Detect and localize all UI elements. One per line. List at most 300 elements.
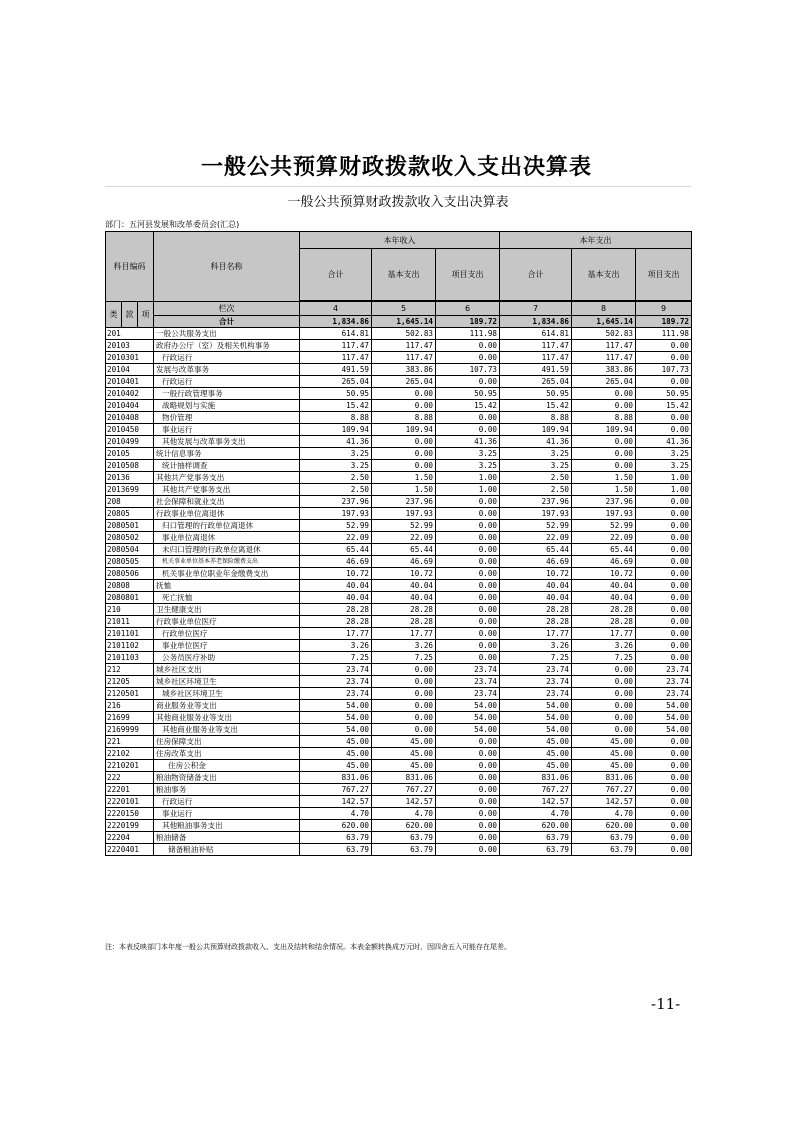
amount-cell: 117.47 — [500, 352, 572, 364]
amount-cell: 22.09 — [572, 532, 636, 544]
amount-cell: 54.00 — [636, 700, 692, 712]
amount-cell: 8.88 — [500, 412, 572, 424]
amount-cell: 45.00 — [300, 748, 372, 760]
amount-cell: 0.00 — [636, 532, 692, 544]
amount-cell: 0.00 — [636, 580, 692, 592]
table-row — [106, 496, 692, 508]
amount-cell: 0.00 — [636, 568, 692, 580]
subject-code: 2220150 — [106, 808, 154, 820]
amount-cell: 45.00 — [372, 736, 436, 748]
amount-cell: 17.77 — [500, 628, 572, 640]
subject-name: 其他粮油事务支出 — [154, 820, 300, 832]
amount-cell: 3.26 — [572, 640, 636, 652]
subject-code: 2120501 — [106, 688, 154, 700]
column-number: 7 — [500, 302, 572, 316]
amount-cell: 28.28 — [372, 604, 436, 616]
subject-name: 事业运行 — [154, 808, 300, 820]
amount-cell: 0.00 — [372, 712, 436, 724]
table-row — [106, 532, 692, 544]
table-row — [106, 712, 692, 724]
table-row — [106, 364, 692, 376]
subject-code: 208 — [106, 496, 154, 508]
amount-cell: 41.36 — [436, 436, 500, 448]
amount-cell: 0.00 — [636, 832, 692, 844]
subject-code: 2080504 — [106, 544, 154, 556]
table-row — [106, 352, 692, 364]
budget-table — [105, 231, 692, 856]
subject-code: 222 — [106, 772, 154, 784]
amount-cell: 45.00 — [372, 748, 436, 760]
subject-code: 22201 — [106, 784, 154, 796]
subject-code: 201 — [106, 328, 154, 340]
amount-cell: 109.94 — [372, 424, 436, 436]
amount-cell: 2.50 — [500, 472, 572, 484]
subject-name: 统计抽样调查 — [154, 460, 300, 472]
amount-cell: 46.69 — [572, 556, 636, 568]
total-label: 合计 — [154, 316, 300, 328]
amount-cell: 3.25 — [300, 448, 372, 460]
amount-cell: 502.83 — [572, 328, 636, 340]
income-basic-header: 基本支出 — [372, 249, 436, 301]
amount-cell: 0.00 — [436, 544, 500, 556]
amount-cell: 3.25 — [500, 460, 572, 472]
amount-cell: 0.00 — [636, 508, 692, 520]
table-row — [106, 520, 692, 532]
amount-cell: 15.42 — [500, 400, 572, 412]
amount-cell: 7.25 — [372, 652, 436, 664]
table-row — [106, 844, 692, 856]
subject-code: 2080801 — [106, 592, 154, 604]
amount-cell: 0.00 — [636, 820, 692, 832]
table-row — [106, 808, 692, 820]
amount-cell: 0.00 — [436, 352, 500, 364]
table-row — [106, 568, 692, 580]
table-row — [106, 424, 692, 436]
amount-cell: 831.06 — [500, 772, 572, 784]
amount-cell: 2.50 — [500, 484, 572, 496]
amount-cell: 3.26 — [500, 640, 572, 652]
amount-cell: 23.74 — [500, 664, 572, 676]
amount-cell: 22.09 — [372, 532, 436, 544]
expense-basic-header: 基本支出 — [572, 249, 636, 301]
name-header: 科目名称 — [154, 232, 300, 302]
amount-cell: 0.00 — [436, 808, 500, 820]
amount-cell: 54.00 — [500, 700, 572, 712]
amount-cell: 40.04 — [572, 580, 636, 592]
amount-cell: 197.93 — [372, 508, 436, 520]
total-value: 1,645.14 — [372, 316, 436, 328]
amount-cell: 0.00 — [372, 676, 436, 688]
total-value: 1,834.86 — [300, 316, 372, 328]
table-row — [106, 616, 692, 628]
amount-cell: 0.00 — [372, 460, 436, 472]
amount-cell: 0.00 — [436, 784, 500, 796]
subject-name: 机关事业单位职业年金缴费支出 — [154, 568, 300, 580]
table-row — [106, 376, 692, 388]
amount-cell: 45.00 — [572, 736, 636, 748]
amount-cell: 0.00 — [372, 436, 436, 448]
subject-code: 21011 — [106, 616, 154, 628]
amount-cell: 63.79 — [300, 832, 372, 844]
amount-cell: 52.99 — [300, 520, 372, 532]
amount-cell: 40.04 — [372, 592, 436, 604]
table-row — [106, 772, 692, 784]
amount-cell: 40.04 — [500, 592, 572, 604]
subject-code: 2080502 — [106, 532, 154, 544]
amount-cell: 0.00 — [636, 640, 692, 652]
amount-cell: 767.27 — [372, 784, 436, 796]
amount-cell: 0.00 — [636, 628, 692, 640]
amount-cell: 0.00 — [636, 796, 692, 808]
amount-cell: 23.74 — [500, 676, 572, 688]
amount-cell: 40.04 — [300, 592, 372, 604]
amount-cell: 4.70 — [500, 808, 572, 820]
subject-code: 2101101 — [106, 628, 154, 640]
amount-cell: 0.00 — [636, 760, 692, 772]
amount-cell: 3.26 — [300, 640, 372, 652]
amount-cell: 15.42 — [436, 400, 500, 412]
subject-name: 事业单位离退休 — [154, 532, 300, 544]
amount-cell: 0.00 — [436, 736, 500, 748]
amount-cell: 0.00 — [436, 628, 500, 640]
amount-cell: 23.74 — [500, 688, 572, 700]
amount-cell: 23.74 — [436, 676, 500, 688]
amount-cell: 65.44 — [500, 544, 572, 556]
amount-cell: 45.00 — [572, 760, 636, 772]
subject-code: 210 — [106, 604, 154, 616]
amount-cell: 8.88 — [372, 412, 436, 424]
amount-cell: 7.25 — [300, 652, 372, 664]
amount-cell: 197.93 — [572, 508, 636, 520]
amount-cell: 767.27 — [300, 784, 372, 796]
amount-cell: 23.74 — [636, 664, 692, 676]
amount-cell: 63.79 — [500, 844, 572, 856]
subject-name: 城乡社区环境卫生 — [154, 676, 300, 688]
income-project-header: 项目支出 — [436, 249, 500, 301]
subject-name: 住房改革支出 — [154, 748, 300, 760]
subject-code: 2220101 — [106, 796, 154, 808]
amount-cell: 54.00 — [636, 712, 692, 724]
subject-code: 2010402 — [106, 388, 154, 400]
amount-cell: 28.28 — [572, 604, 636, 616]
table-row — [106, 460, 692, 472]
amount-cell: 0.00 — [436, 520, 500, 532]
amount-cell: 10.72 — [572, 568, 636, 580]
column-index-label: 栏次 — [154, 302, 300, 316]
table-row — [106, 736, 692, 748]
amount-cell: 237.96 — [300, 496, 372, 508]
amount-cell: 265.04 — [572, 376, 636, 388]
amount-cell: 620.00 — [572, 820, 636, 832]
amount-cell: 0.00 — [436, 532, 500, 544]
amount-cell: 54.00 — [436, 712, 500, 724]
subject-code: 2010508 — [106, 460, 154, 472]
amount-cell: 142.57 — [372, 796, 436, 808]
amount-cell: 0.00 — [436, 340, 500, 352]
amount-cell: 41.36 — [300, 436, 372, 448]
amount-cell: 0.00 — [436, 376, 500, 388]
amount-cell: 23.74 — [300, 688, 372, 700]
amount-cell: 0.00 — [436, 760, 500, 772]
subject-name: 储备粮油补贴 — [154, 844, 300, 856]
amount-cell: 117.47 — [500, 340, 572, 352]
amount-cell: 17.77 — [300, 628, 372, 640]
subject-code: 20104 — [106, 364, 154, 376]
subject-name: 政府办公厅（室）及相关机构事务 — [154, 340, 300, 352]
amount-cell: 491.59 — [500, 364, 572, 376]
amount-cell: 4.70 — [372, 808, 436, 820]
subject-name: 未归口管理的行政单位离退休 — [154, 544, 300, 556]
amount-cell: 28.28 — [572, 616, 636, 628]
table-row — [106, 388, 692, 400]
subject-name: 住房保障支出 — [154, 736, 300, 748]
subject-name: 抚恤 — [154, 580, 300, 592]
amount-cell: 0.00 — [636, 772, 692, 784]
amount-cell: 54.00 — [636, 724, 692, 736]
amount-cell: 142.57 — [300, 796, 372, 808]
income-group-header: 本年收入 — [300, 232, 500, 249]
table-row — [106, 628, 692, 640]
amount-cell: 117.47 — [372, 352, 436, 364]
amount-cell: 45.00 — [500, 748, 572, 760]
table-row — [106, 436, 692, 448]
amount-cell: 52.99 — [372, 520, 436, 532]
table-row — [106, 400, 692, 412]
amount-cell: 0.00 — [436, 640, 500, 652]
subject-name: 死亡抚恤 — [154, 592, 300, 604]
subject-name: 其他共产党事务支出 — [154, 472, 300, 484]
subject-name: 粮油事务 — [154, 784, 300, 796]
table-row — [106, 832, 692, 844]
subject-code: 2010408 — [106, 412, 154, 424]
subject-code: 221 — [106, 736, 154, 748]
amount-cell: 0.00 — [436, 604, 500, 616]
amount-cell: 46.69 — [300, 556, 372, 568]
amount-cell: 0.00 — [372, 400, 436, 412]
table-row — [106, 604, 692, 616]
amount-cell: 0.00 — [636, 376, 692, 388]
amount-cell: 831.06 — [372, 772, 436, 784]
subject-code: 2010404 — [106, 400, 154, 412]
table-row — [106, 508, 692, 520]
amount-cell: 46.69 — [500, 556, 572, 568]
amount-cell: 0.00 — [436, 508, 500, 520]
amount-cell: 111.98 — [436, 328, 500, 340]
amount-cell: 0.00 — [572, 688, 636, 700]
subject-code: 2080501 — [106, 520, 154, 532]
subject-code: 20105 — [106, 448, 154, 460]
amount-cell: 22.09 — [300, 532, 372, 544]
amount-cell: 0.00 — [636, 844, 692, 856]
amount-cell: 3.25 — [300, 460, 372, 472]
amount-cell: 0.00 — [572, 400, 636, 412]
column-number: 4 — [300, 302, 372, 316]
table-row — [106, 724, 692, 736]
subject-name: 粮油储备 — [154, 832, 300, 844]
total-value: 1,834.86 — [500, 316, 572, 328]
subject-code: 216 — [106, 700, 154, 712]
amount-cell: 0.00 — [636, 808, 692, 820]
table-row — [106, 760, 692, 772]
subject-code: 2013699 — [106, 484, 154, 496]
amount-cell: 0.00 — [636, 520, 692, 532]
amount-cell: 0.00 — [636, 352, 692, 364]
subject-name: 住房公积金 — [154, 760, 300, 772]
expense-group-header: 本年支出 — [500, 232, 692, 249]
amount-cell: 23.74 — [300, 676, 372, 688]
subject-name: 其他共产党事务支出 — [154, 484, 300, 496]
amount-cell: 0.00 — [636, 340, 692, 352]
amount-cell: 54.00 — [500, 724, 572, 736]
amount-cell: 0.00 — [636, 736, 692, 748]
amount-cell: 117.47 — [572, 340, 636, 352]
amount-cell: 142.57 — [572, 796, 636, 808]
amount-cell: 109.94 — [500, 424, 572, 436]
table-row — [106, 700, 692, 712]
amount-cell: 265.04 — [372, 376, 436, 388]
budget-sheet — [105, 186, 691, 968]
subject-name: 公务员医疗补助 — [154, 652, 300, 664]
amount-cell: 1.50 — [372, 472, 436, 484]
amount-cell: 65.44 — [300, 544, 372, 556]
subject-name: 城乡社区环境卫生 — [154, 688, 300, 700]
amount-cell: 1.00 — [636, 484, 692, 496]
amount-cell: 50.95 — [500, 388, 572, 400]
amount-cell: 45.00 — [300, 736, 372, 748]
amount-cell: 0.00 — [436, 568, 500, 580]
amount-cell: 109.94 — [572, 424, 636, 436]
subject-code: 20805 — [106, 508, 154, 520]
amount-cell: 63.79 — [572, 832, 636, 844]
amount-cell: 50.95 — [300, 388, 372, 400]
amount-cell: 0.00 — [572, 664, 636, 676]
amount-cell: 3.26 — [372, 640, 436, 652]
subject-name: 卫生健康支出 — [154, 604, 300, 616]
amount-cell: 7.25 — [572, 652, 636, 664]
amount-cell: 28.28 — [500, 616, 572, 628]
amount-cell: 2.50 — [300, 484, 372, 496]
amount-cell: 0.00 — [572, 448, 636, 460]
amount-cell: 0.00 — [572, 388, 636, 400]
amount-cell: 0.00 — [436, 832, 500, 844]
column-number: 6 — [436, 302, 500, 316]
amount-cell: 52.99 — [500, 520, 572, 532]
subject-code: 20103 — [106, 340, 154, 352]
amount-cell: 0.00 — [636, 652, 692, 664]
amount-cell: 45.00 — [300, 760, 372, 772]
table-row — [106, 592, 692, 604]
subject-code: 212 — [106, 664, 154, 676]
amount-cell: 40.04 — [372, 580, 436, 592]
amount-cell: 142.57 — [500, 796, 572, 808]
subject-code: 2010450 — [106, 424, 154, 436]
amount-cell: 54.00 — [436, 700, 500, 712]
subject-name: 归口管理的行政单位离退休 — [154, 520, 300, 532]
column-number: 5 — [372, 302, 436, 316]
amount-cell: 0.00 — [436, 556, 500, 568]
page-title: 一般公共预算财政拨款收入支出决算表 — [200, 155, 592, 180]
amount-cell: 65.44 — [572, 544, 636, 556]
amount-cell: 50.95 — [436, 388, 500, 400]
department-label: 部门：五河县发展和改革委员会(汇总) — [105, 220, 240, 229]
subject-name: 行政运行 — [154, 376, 300, 388]
amount-cell: 491.59 — [300, 364, 372, 376]
table-row — [106, 484, 692, 496]
subject-name: 城乡社区支出 — [154, 664, 300, 676]
table-row — [106, 328, 692, 340]
subject-name: 一般行政管理事务 — [154, 388, 300, 400]
amount-cell: 4.70 — [300, 808, 372, 820]
amount-cell: 10.72 — [500, 568, 572, 580]
amount-cell: 237.96 — [500, 496, 572, 508]
amount-cell: 0.00 — [436, 844, 500, 856]
amount-cell: 0.00 — [636, 412, 692, 424]
amount-cell: 54.00 — [300, 700, 372, 712]
table-row — [106, 580, 692, 592]
amount-cell: 0.00 — [436, 592, 500, 604]
amount-cell: 54.00 — [436, 724, 500, 736]
amount-cell: 4.70 — [572, 808, 636, 820]
income-total-header: 合计 — [300, 249, 372, 301]
amount-cell: 383.86 — [372, 364, 436, 376]
amount-cell: 3.25 — [436, 448, 500, 460]
amount-cell: 1.00 — [636, 472, 692, 484]
amount-cell: 15.42 — [300, 400, 372, 412]
amount-cell: 620.00 — [300, 820, 372, 832]
amount-cell: 65.44 — [372, 544, 436, 556]
subject-code: 20136 — [106, 472, 154, 484]
subject-name: 行政运行 — [154, 796, 300, 808]
amount-cell: 614.81 — [500, 328, 572, 340]
subject-code: 2220199 — [106, 820, 154, 832]
subject-code: 2010401 — [106, 376, 154, 388]
subject-name: 事业单位医疗 — [154, 640, 300, 652]
amount-cell: 265.04 — [300, 376, 372, 388]
amount-cell: 0.00 — [636, 604, 692, 616]
amount-cell: 45.00 — [500, 736, 572, 748]
amount-cell: 383.86 — [572, 364, 636, 376]
subject-code: 2169999 — [106, 724, 154, 736]
subject-name: 其他发展与改革事务支出 — [154, 436, 300, 448]
amount-cell: 831.06 — [300, 772, 372, 784]
amount-cell: 0.00 — [372, 724, 436, 736]
amount-cell: 40.04 — [572, 592, 636, 604]
subject-name: 社会保障和就业支出 — [154, 496, 300, 508]
amount-cell: 237.96 — [372, 496, 436, 508]
amount-cell: 620.00 — [500, 820, 572, 832]
subject-code: 2101102 — [106, 640, 154, 652]
amount-cell: 63.79 — [500, 832, 572, 844]
amount-cell: 8.88 — [572, 412, 636, 424]
amount-cell: 0.00 — [436, 748, 500, 760]
amount-cell: 0.00 — [436, 616, 500, 628]
amount-cell: 117.47 — [572, 352, 636, 364]
amount-cell: 767.27 — [572, 784, 636, 796]
amount-cell: 831.06 — [572, 772, 636, 784]
table-row — [106, 688, 692, 700]
amount-cell: 3.25 — [436, 460, 500, 472]
subject-code: 21699 — [106, 712, 154, 724]
amount-cell: 0.00 — [572, 712, 636, 724]
subject-code: 20808 — [106, 580, 154, 592]
amount-cell: 1.50 — [572, 484, 636, 496]
amount-cell: 17.77 — [572, 628, 636, 640]
amount-cell: 3.25 — [636, 460, 692, 472]
table-row — [106, 676, 692, 688]
amount-cell: 620.00 — [372, 820, 436, 832]
amount-cell: 0.00 — [636, 556, 692, 568]
total-value: 189.72 — [436, 316, 500, 328]
